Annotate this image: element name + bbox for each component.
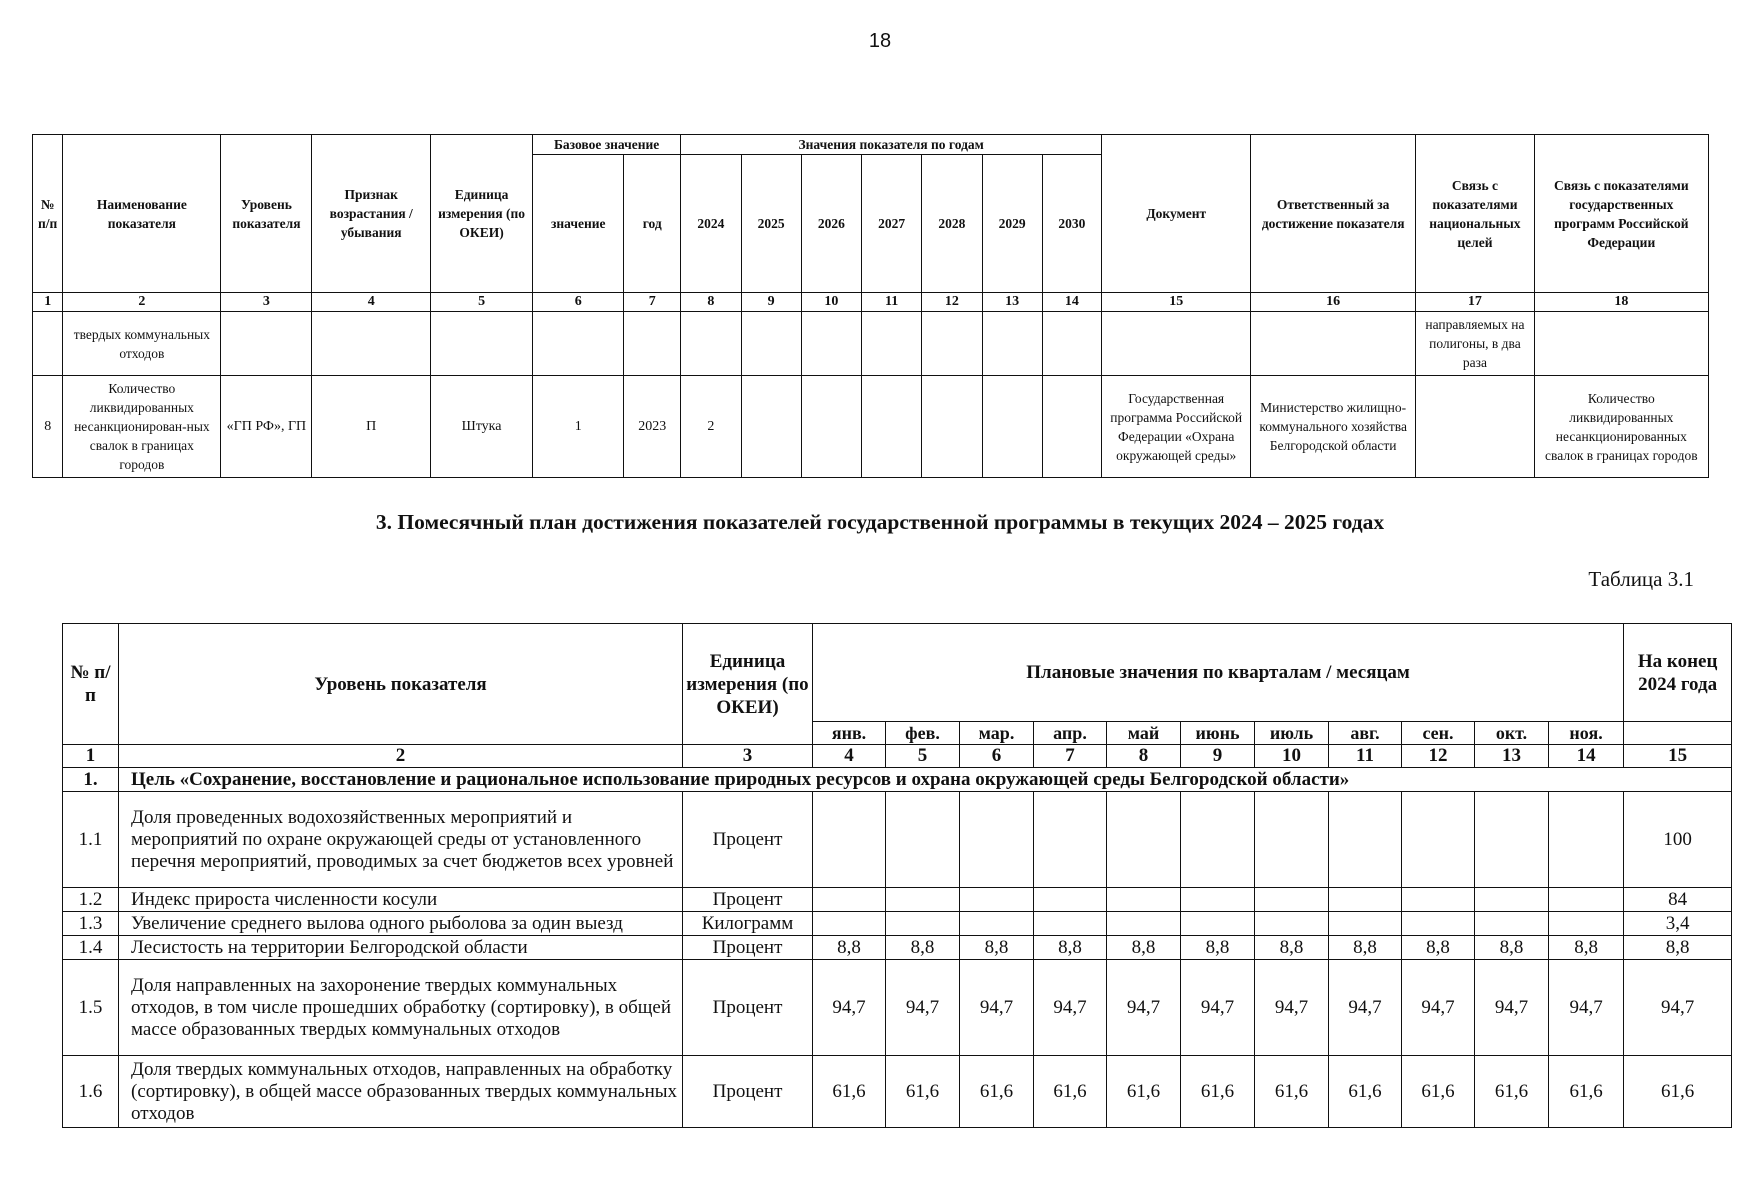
month-value xyxy=(1181,912,1255,936)
column-number: 9 xyxy=(741,293,801,312)
month-value: 8,8 xyxy=(1475,936,1549,960)
month-value xyxy=(1329,792,1402,888)
indicator-name: Доля проведенных водохозяйственных мероприятий и мероприятий по охране окружающей среды от установленного перечня мероприятий, проводимых за счет бюджетов всех уровней xyxy=(119,792,683,888)
column-number: 11 xyxy=(862,293,922,312)
month-value: 8,8 xyxy=(1107,936,1181,960)
month-value xyxy=(886,888,960,912)
month-value xyxy=(1034,912,1107,936)
month-value xyxy=(1475,888,1549,912)
month-value xyxy=(1475,792,1549,888)
month-value: 61,6 xyxy=(813,1056,886,1128)
month-value xyxy=(1549,792,1624,888)
header-month: май xyxy=(1107,722,1181,745)
column-number: 3 xyxy=(221,293,312,312)
goal-text: Цель «Сохранение, восстановление и рациональное использование природных ресурсов и охрана окружающей среды Белгородской области» xyxy=(119,768,1732,792)
base-year: 2023 xyxy=(624,376,681,478)
column-number: 8 xyxy=(681,293,742,312)
header-year: 2026 xyxy=(801,155,862,293)
link-national: направляемых на полигоны, в два раза xyxy=(1416,312,1534,376)
month-value xyxy=(1402,792,1475,888)
header-name: Наименование показателя xyxy=(63,135,221,293)
column-number: 14 xyxy=(1042,293,1102,312)
column-number: 14 xyxy=(1549,745,1624,768)
month-value xyxy=(813,912,886,936)
row-number: 1.5 xyxy=(63,960,119,1056)
column-number: 4 xyxy=(312,293,430,312)
header-document: Документ xyxy=(1102,135,1251,293)
month-value xyxy=(1107,888,1181,912)
indicator-name: Лесистость на территории Белгородской области xyxy=(119,936,683,960)
month-value xyxy=(960,912,1034,936)
header-year: 2030 xyxy=(1042,155,1102,293)
header-month: окт. xyxy=(1475,722,1549,745)
value-2024: 2 xyxy=(681,376,742,478)
row-number: 1.6 xyxy=(63,1056,119,1128)
table-row xyxy=(33,376,1709,478)
end-of-year-value: 100 xyxy=(1624,792,1732,888)
header-year: 2025 xyxy=(741,155,801,293)
column-number: 7 xyxy=(624,293,681,312)
month-value: 61,6 xyxy=(1475,1056,1549,1128)
month-value xyxy=(1181,792,1255,888)
indicator-level: «ГП РФ», ГП xyxy=(221,376,312,478)
indicator-unit: Килограмм xyxy=(683,912,813,936)
table-row xyxy=(63,960,1732,1056)
month-value: 8,8 xyxy=(1034,936,1107,960)
row-number: 1.1 xyxy=(63,792,119,888)
header-plan: Плановые значения по кварталам / месяцам xyxy=(813,624,1624,722)
month-value: 94,7 xyxy=(1255,960,1329,1056)
column-number: 9 xyxy=(1181,745,1255,768)
month-value: 94,7 xyxy=(1107,960,1181,1056)
month-value: 61,6 xyxy=(1181,1056,1255,1128)
header-unit: Единица измерения (по ОКЕИ) xyxy=(683,624,813,745)
indicator-unit: Процент xyxy=(683,888,813,912)
row-number: 1.4 xyxy=(63,936,119,960)
header-no: № п/п xyxy=(33,135,63,293)
month-value: 61,6 xyxy=(1329,1056,1402,1128)
month-value: 94,7 xyxy=(813,960,886,1056)
end-of-year-value: 84 xyxy=(1624,888,1732,912)
page-number: 18 xyxy=(868,30,892,52)
column-number: 12 xyxy=(922,293,983,312)
responsible: Министерство жилищно-коммунального хозяйства Белгородской области xyxy=(1251,376,1416,478)
month-value: 8,8 xyxy=(1549,936,1624,960)
month-value: 8,8 xyxy=(886,936,960,960)
column-number-row xyxy=(63,745,1732,768)
header-no: № п/п xyxy=(63,624,119,745)
column-number: 6 xyxy=(533,293,624,312)
month-value xyxy=(1107,912,1181,936)
column-number: 2 xyxy=(119,745,683,768)
month-value xyxy=(1549,888,1624,912)
header-unit: Единица измерения (по ОКЕИ) xyxy=(430,135,532,293)
month-value xyxy=(1181,888,1255,912)
column-number: 5 xyxy=(886,745,960,768)
table-row xyxy=(63,1056,1732,1128)
month-value xyxy=(1255,888,1329,912)
table-row xyxy=(63,936,1732,960)
column-number: 15 xyxy=(1624,745,1732,768)
header-month: ноя. xyxy=(1549,722,1624,745)
indicator-unit: Процент xyxy=(683,936,813,960)
indicator-name: Доля направленных на захоронение твердых коммунальных отходов, в том числе прошедших обработку (сортировку), в общей массе образованных твердых коммунальных отходов xyxy=(119,960,683,1056)
header-sign: Признак возрастания / убывания xyxy=(312,135,430,293)
month-value: 61,6 xyxy=(1107,1056,1181,1128)
end-of-year-value: 3,4 xyxy=(1624,912,1732,936)
goal-row xyxy=(63,768,1732,792)
month-value: 61,6 xyxy=(1255,1056,1329,1128)
column-number: 3 xyxy=(683,745,813,768)
section-title: 3. Помесячный план достижения показателей государственной программы в текущих 2024 – 2025 годах xyxy=(375,510,1385,534)
header-link-state: Связь с показателями государственных программ Российской Федерации xyxy=(1534,135,1708,293)
end-of-year-value: 94,7 xyxy=(1624,960,1732,1056)
header-end-of-year: На конец 2024 года xyxy=(1624,624,1732,722)
column-number: 4 xyxy=(813,745,886,768)
month-value: 61,6 xyxy=(1402,1056,1475,1128)
month-value: 8,8 xyxy=(1255,936,1329,960)
header-month: мар. xyxy=(960,722,1034,745)
month-value xyxy=(1034,792,1107,888)
month-value: 8,8 xyxy=(1402,936,1475,960)
column-number: 13 xyxy=(1475,745,1549,768)
column-number: 12 xyxy=(1402,745,1475,768)
column-number: 16 xyxy=(1251,293,1416,312)
row-number: 1.3 xyxy=(63,912,119,936)
month-value xyxy=(813,792,886,888)
month-value: 94,7 xyxy=(1329,960,1402,1056)
table-label: Таблица 3.1 xyxy=(1588,567,1694,591)
table-row xyxy=(63,888,1732,912)
month-value: 61,6 xyxy=(886,1056,960,1128)
link-state: Количество ликвидированных несанкционированных свалок в границах городов xyxy=(1534,376,1708,478)
month-value xyxy=(1329,888,1402,912)
header-level: Уровень показателя xyxy=(221,135,312,293)
month-value: 61,6 xyxy=(1034,1056,1107,1128)
month-value xyxy=(1549,912,1624,936)
row-number: 1.2 xyxy=(63,888,119,912)
month-value: 94,7 xyxy=(960,960,1034,1056)
header-base-group: Базовое значение xyxy=(533,135,681,155)
header-responsible: Ответственный за достижение показателя xyxy=(1251,135,1416,293)
header-year: 2029 xyxy=(982,155,1042,293)
header-link-national: Связь с показателями национальных целей xyxy=(1416,135,1534,293)
header-years-group: Значения показателя по годам xyxy=(681,135,1102,155)
month-value: 94,7 xyxy=(1181,960,1255,1056)
table-row xyxy=(63,912,1732,936)
column-number: 10 xyxy=(1255,745,1329,768)
month-value xyxy=(1402,888,1475,912)
column-number: 18 xyxy=(1534,293,1708,312)
month-value xyxy=(960,888,1034,912)
month-value: 61,6 xyxy=(960,1056,1034,1128)
indicator-name: Увеличение среднего вылова одного рыболова за один выезд xyxy=(119,912,683,936)
month-value xyxy=(1034,888,1107,912)
month-value: 94,7 xyxy=(886,960,960,1056)
column-number: 15 xyxy=(1102,293,1251,312)
month-value xyxy=(1402,912,1475,936)
column-number: 6 xyxy=(960,745,1034,768)
month-value xyxy=(960,792,1034,888)
header-base-year: год xyxy=(624,155,681,293)
indicator-name: Количество ликвидированных несанкционирован-ных свалок в границах городов xyxy=(63,376,221,478)
goal-number: 1. xyxy=(63,768,119,792)
indicator-name: Индекс прироста численности косули xyxy=(119,888,683,912)
month-value xyxy=(1329,912,1402,936)
document: Государственная программа Российской Федерации «Охрана окружающей среды» xyxy=(1102,376,1251,478)
month-value: 94,7 xyxy=(1549,960,1624,1056)
month-value: 94,7 xyxy=(1402,960,1475,1056)
indicator-unit: Штука xyxy=(430,376,532,478)
month-value: 61,6 xyxy=(1549,1056,1624,1128)
indicator-name: твердых коммунальных отходов xyxy=(63,312,221,376)
month-value xyxy=(1107,792,1181,888)
month-value: 94,7 xyxy=(1034,960,1107,1056)
table-row xyxy=(63,792,1732,888)
column-number: 1 xyxy=(63,745,119,768)
indicator-name: Доля твердых коммунальных отходов, направленных на обработку (сортировку), в общей массе образованных твердых коммунальных отходов xyxy=(119,1056,683,1128)
month-value xyxy=(886,792,960,888)
header-month: июль xyxy=(1255,722,1329,745)
column-number: 8 xyxy=(1107,745,1181,768)
month-value: 8,8 xyxy=(1329,936,1402,960)
end-of-year-value: 61,6 xyxy=(1624,1056,1732,1128)
column-number: 7 xyxy=(1034,745,1107,768)
month-value xyxy=(1255,912,1329,936)
indicator-unit: Процент xyxy=(683,960,813,1056)
header-year: 2024 xyxy=(681,155,742,293)
header-year: 2027 xyxy=(862,155,922,293)
column-number: 1 xyxy=(33,293,63,312)
month-value xyxy=(886,912,960,936)
header-month: фев. xyxy=(886,722,960,745)
indicator-unit: Процент xyxy=(683,1056,813,1128)
column-number: 5 xyxy=(430,293,532,312)
monthly-plan-table xyxy=(62,623,1732,1128)
column-number: 13 xyxy=(982,293,1042,312)
month-value: 8,8 xyxy=(813,936,886,960)
month-value xyxy=(1475,912,1549,936)
header-month: янв. xyxy=(813,722,886,745)
month-value: 8,8 xyxy=(960,936,1034,960)
column-number: 11 xyxy=(1329,745,1402,768)
month-value: 8,8 xyxy=(1181,936,1255,960)
row-number: 8 xyxy=(33,376,63,478)
base-value: 1 xyxy=(533,376,624,478)
column-number: 10 xyxy=(801,293,862,312)
header-year: 2028 xyxy=(922,155,983,293)
month-value xyxy=(813,888,886,912)
indicators-table xyxy=(32,134,1709,478)
header-month: апр. xyxy=(1034,722,1107,745)
continuation-row xyxy=(33,312,1709,376)
month-value xyxy=(1255,792,1329,888)
indicator-unit: Процент xyxy=(683,792,813,888)
column-number: 2 xyxy=(63,293,221,312)
header-base-value: значение xyxy=(533,155,624,293)
column-number: 17 xyxy=(1416,293,1534,312)
header-level: Уровень показателя xyxy=(119,624,683,745)
header-month: авг. xyxy=(1329,722,1402,745)
indicator-sign: П xyxy=(312,376,430,478)
header-month: июнь xyxy=(1181,722,1255,745)
end-of-year-value: 8,8 xyxy=(1624,936,1732,960)
column-number-row xyxy=(33,293,1709,312)
month-value: 94,7 xyxy=(1475,960,1549,1056)
header-month: сен. xyxy=(1402,722,1475,745)
